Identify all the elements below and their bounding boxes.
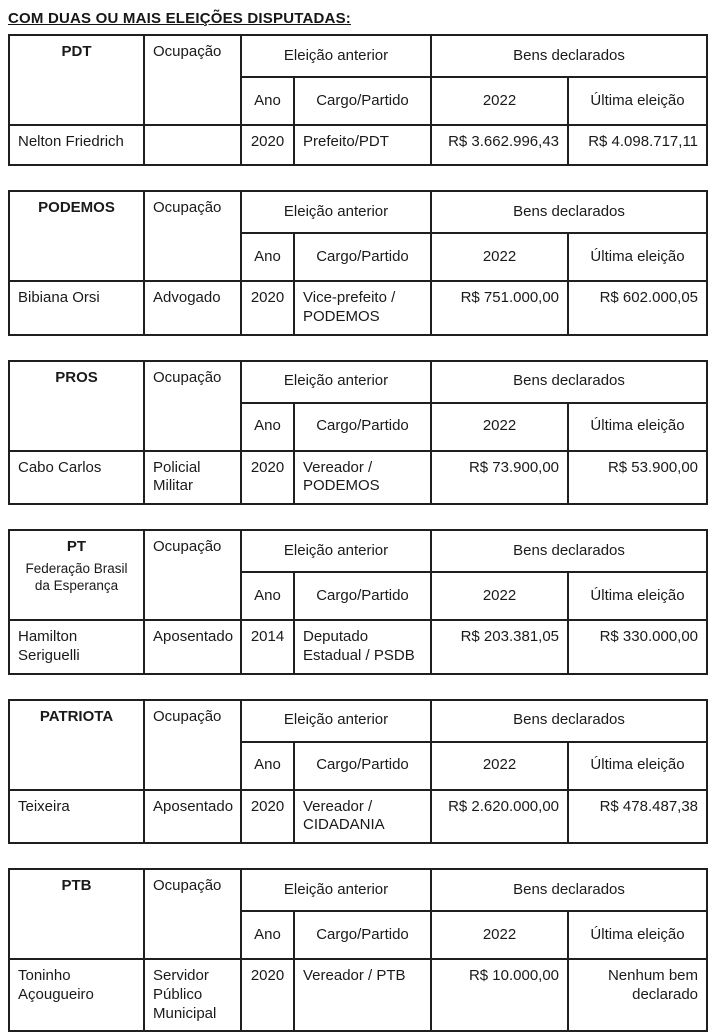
page-title: COM DUAS OU MAIS ELEIÇÕES DISPUTADAS:: [8, 10, 351, 27]
office-party-header-cell: Cargo/Partido: [294, 77, 431, 125]
party-table-pdt: [8, 34, 708, 166]
candidate-year-cell: 2020: [241, 281, 294, 335]
occupation-header-cell: Ocupação: [144, 191, 241, 281]
candidate-assets-2022-cell: R$ 10.000,00: [431, 959, 568, 1031]
previous-election-header-cell: Eleição anterior: [241, 869, 431, 911]
candidate-row: [9, 959, 707, 1031]
candidate-office-party-cell: Vereador / CIDADANIA: [294, 790, 431, 844]
occupation-header-cell: Ocupação: [144, 869, 241, 959]
candidate-year-cell: 2020: [241, 451, 294, 505]
party-name-label: PROS: [55, 368, 98, 386]
candidate-row: [9, 125, 707, 165]
candidate-office-party-cell: Vereador / PTB: [294, 959, 431, 1031]
candidate-assets-last-cell: R$ 4.098.717,11: [568, 125, 707, 165]
candidate-assets-2022-cell: R$ 3.662.996,43: [431, 125, 568, 165]
candidate-assets-last-cell: R$ 330.000,00: [568, 620, 707, 674]
office-party-header-cell: Cargo/Partido: [294, 742, 431, 790]
party-name-cell: [9, 700, 144, 790]
previous-election-header-cell: Eleição anterior: [241, 530, 431, 572]
previous-election-header-cell: Eleição anterior: [241, 191, 431, 233]
candidate-row: [9, 620, 707, 674]
last-election-header-cell: Última eleição: [568, 233, 707, 281]
party-table-podemos: [8, 190, 708, 336]
assets-2022-header-cell: 2022: [431, 403, 568, 451]
header-row-groups: [9, 35, 707, 77]
candidate-assets-2022-cell: R$ 203.381,05: [431, 620, 568, 674]
party-table-patriota: [8, 699, 708, 845]
party-name-cell: [9, 35, 144, 125]
candidate-office-party-cell: Prefeito/PDT: [294, 125, 431, 165]
candidate-row: [9, 790, 707, 844]
declared-assets-header-cell: Bens declarados: [431, 361, 707, 403]
year-header-cell: Ano: [241, 911, 294, 959]
party-name-label: PODEMOS: [38, 199, 115, 216]
candidate-occupation-cell: Servidor Público Municipal: [144, 959, 241, 1031]
assets-2022-header-cell: 2022: [431, 572, 568, 620]
office-party-header-cell: Cargo/Partido: [294, 911, 431, 959]
header-row-groups: [9, 700, 707, 742]
office-party-header-cell: Cargo/Partido: [294, 233, 431, 281]
header-row-groups: [9, 191, 707, 233]
header-row-groups: [9, 530, 707, 572]
party-name-label: PATRIOTA: [39, 707, 114, 725]
assets-2022-header-cell: 2022: [431, 233, 568, 281]
candidate-name-cell: Nelton Friedrich: [9, 125, 144, 165]
declared-assets-header-cell: Bens declarados: [431, 869, 707, 911]
office-party-header-cell: Cargo/Partido: [294, 572, 431, 620]
candidate-office-party-cell: Deputado Estadual / PSDB: [294, 620, 431, 674]
assets-2022-header-cell: 2022: [431, 77, 568, 125]
last-election-header-cell: Última eleição: [568, 742, 707, 790]
candidate-year-cell: 2020: [241, 125, 294, 165]
party-name-label: PT: [66, 538, 87, 555]
declared-assets-header-cell: Bens declarados: [431, 191, 707, 233]
candidate-assets-2022-cell: R$ 2.620.000,00: [431, 790, 568, 844]
tables-container: [8, 34, 706, 1032]
last-election-header-cell: Última eleição: [568, 403, 707, 451]
party-table-ptb: [8, 868, 708, 1032]
party-name-cell: [9, 361, 144, 451]
candidate-occupation-cell: Policial Militar: [144, 451, 241, 505]
candidate-occupation-cell: Advogado: [144, 281, 241, 335]
assets-2022-header-cell: 2022: [431, 742, 568, 790]
party-name-cell: [9, 869, 144, 959]
occupation-header-cell: Ocupação: [144, 700, 241, 790]
last-election-header-cell: Última eleição: [568, 77, 707, 125]
office-party-header-cell: Cargo/Partido: [294, 403, 431, 451]
header-row-groups: [9, 869, 707, 911]
candidate-office-party-cell: Vice-prefeito / PODEMOS: [294, 281, 431, 335]
candidate-occupation-cell: [144, 125, 241, 165]
candidate-office-party-cell: Vereador / PODEMOS: [294, 451, 431, 505]
declared-assets-header-cell: Bens declarados: [431, 35, 707, 77]
year-header-cell: Ano: [241, 403, 294, 451]
party-name-cell: [9, 191, 144, 281]
year-header-cell: Ano: [241, 572, 294, 620]
year-header-cell: Ano: [241, 233, 294, 281]
candidate-year-cell: 2020: [241, 959, 294, 1031]
occupation-header-cell: Ocupação: [144, 35, 241, 125]
declared-assets-header-cell: Bens declarados: [431, 700, 707, 742]
occupation-header-cell: Ocupação: [144, 361, 241, 451]
party-table-pros: [8, 360, 708, 506]
candidate-assets-last-cell: R$ 53.900,00: [568, 451, 707, 505]
previous-election-header-cell: Eleição anterior: [241, 35, 431, 77]
candidate-name-cell: Cabo Carlos: [9, 451, 144, 505]
candidate-occupation-cell: Aposentado: [144, 790, 241, 844]
candidate-assets-last-cell: R$ 602.000,05: [568, 281, 707, 335]
candidate-assets-last-cell: Nenhum bem declarado: [568, 959, 707, 1031]
candidate-year-cell: 2014: [241, 620, 294, 674]
candidate-row: [9, 281, 707, 335]
party-federation-note: Federação Brasil da Esperança: [25, 560, 128, 594]
candidate-year-cell: 2020: [241, 790, 294, 844]
party-table-pt: [8, 529, 708, 675]
year-header-cell: Ano: [241, 742, 294, 790]
last-election-header-cell: Última eleição: [568, 572, 707, 620]
candidate-assets-last-cell: R$ 478.487,38: [568, 790, 707, 844]
candidate-name-cell: Teixeira: [9, 790, 144, 844]
assets-2022-header-cell: 2022: [431, 911, 568, 959]
year-header-cell: Ano: [241, 77, 294, 125]
candidate-name-cell: Bibiana Orsi: [9, 281, 144, 335]
candidate-name-cell: Toninho Açougueiro: [9, 959, 144, 1031]
party-name-label: PDT: [61, 43, 92, 60]
previous-election-header-cell: Eleição anterior: [241, 361, 431, 403]
party-name-label: PTB: [61, 877, 92, 894]
header-row-groups: [9, 361, 707, 403]
candidate-occupation-cell: Aposentado: [144, 620, 241, 674]
party-name-cell: [9, 530, 144, 620]
last-election-header-cell: Última eleição: [568, 911, 707, 959]
declared-assets-header-cell: Bens declarados: [431, 530, 707, 572]
candidate-row: [9, 451, 707, 505]
candidate-name-cell: Hamilton Seriguelli: [9, 620, 144, 674]
occupation-header-cell: Ocupação: [144, 530, 241, 620]
candidate-assets-2022-cell: R$ 751.000,00: [431, 281, 568, 335]
candidate-assets-2022-cell: R$ 73.900,00: [431, 451, 568, 505]
previous-election-header-cell: Eleição anterior: [241, 700, 431, 742]
